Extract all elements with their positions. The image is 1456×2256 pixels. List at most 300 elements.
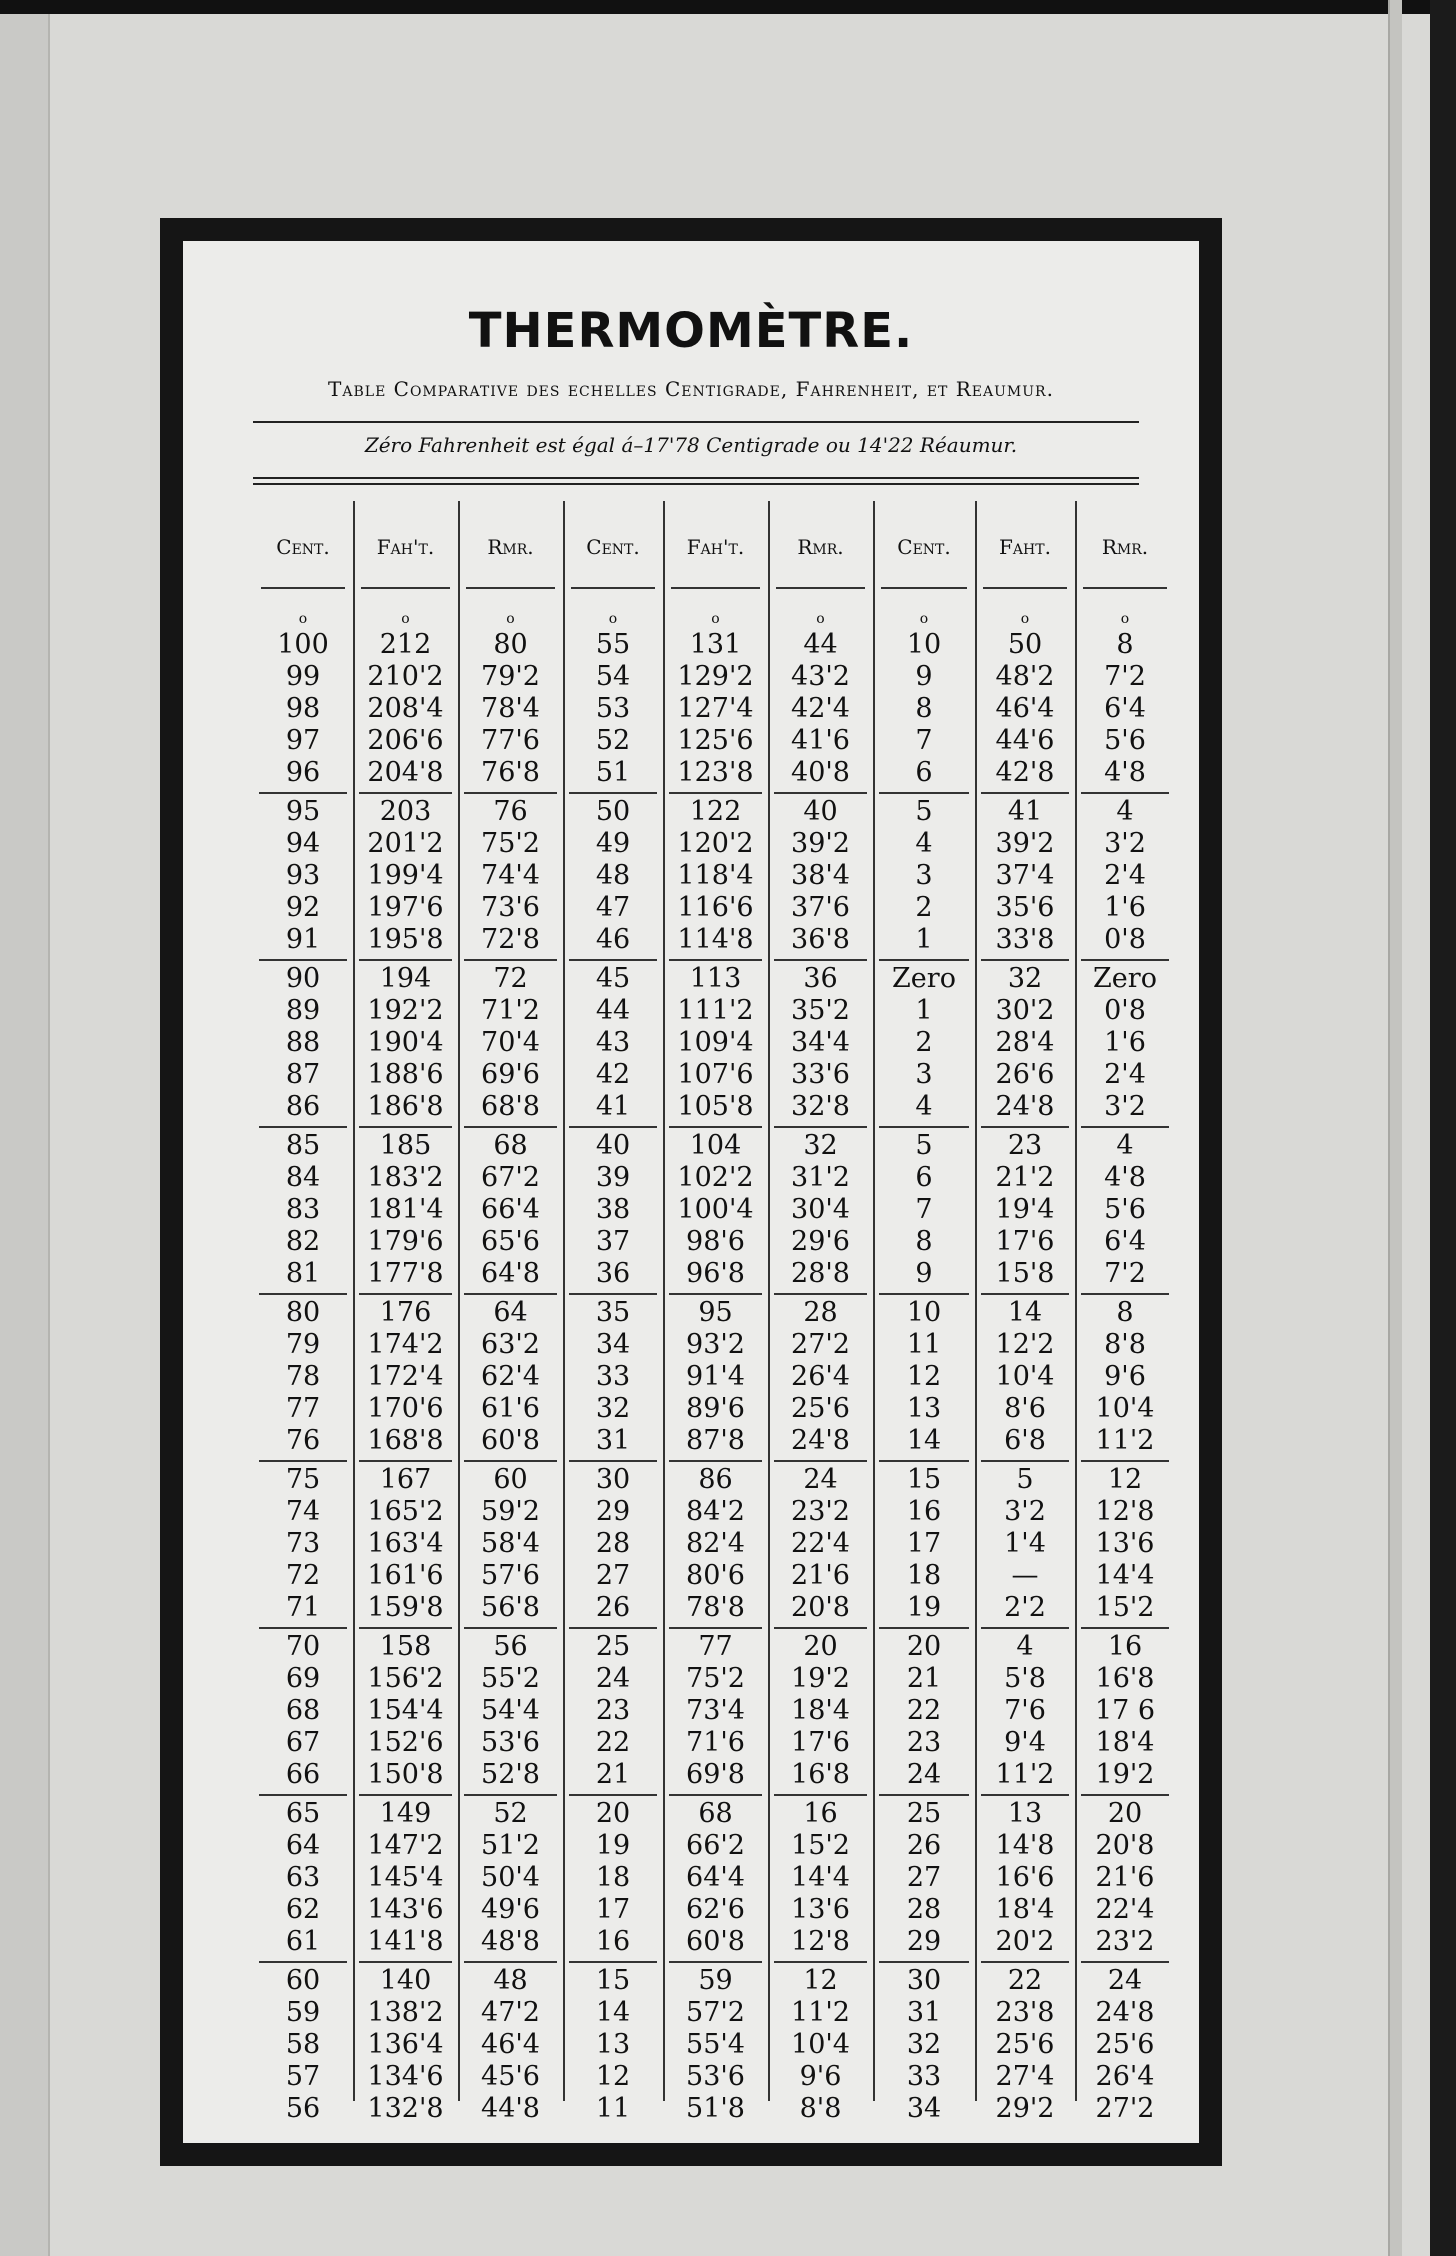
table-cell: 75 [285, 1464, 321, 1495]
row-group [663, 963, 768, 1130]
table-cell: 44'8 [481, 2093, 540, 2124]
table-cell: 24'8 [1095, 1997, 1155, 2028]
table-cell: 44 [595, 995, 631, 1026]
table-cell: 25'6 [995, 2029, 1055, 2060]
table-cell: 29 [906, 1926, 942, 1957]
table-cell: 67'2 [481, 1162, 540, 1193]
table-cell: 36'8 [791, 924, 850, 955]
table-cell: 57'6 [481, 1560, 540, 1591]
table-cell: 203 [379, 796, 432, 827]
table-cell: 20 [803, 1631, 838, 1662]
table-cell: 95 [698, 1297, 733, 1328]
table-cell: 19'2 [791, 1663, 850, 1694]
table-cell: 113 [689, 963, 742, 994]
table-cell: 15 [595, 1965, 631, 1996]
table-cell: 26 [906, 1830, 942, 1861]
table-cell: 2'4 [1104, 1059, 1146, 1090]
table-cell: 60'8 [686, 1926, 745, 1957]
row-group [1075, 629, 1175, 796]
table-cell: 31 [906, 1997, 942, 2028]
row-group [253, 1965, 353, 2132]
row-group [768, 1297, 873, 1464]
table-cell: 16 [595, 1926, 631, 1957]
group-divider [1081, 959, 1169, 961]
table-cell: 82'4 [686, 1528, 745, 1559]
table-cell: 123'8 [677, 757, 754, 788]
group-divider [359, 792, 452, 794]
row-group [353, 629, 458, 796]
row-group [975, 1130, 1075, 1297]
table-cell: 13'6 [791, 1894, 850, 1925]
group-divider [464, 1794, 557, 1796]
row-group [663, 1297, 768, 1464]
row-group [768, 796, 873, 963]
table-cell: 177'8 [367, 1258, 444, 1289]
table-cell: 29'2 [995, 2093, 1055, 2124]
table-cell: 60'8 [481, 1425, 540, 1456]
table-cell: 53 [595, 693, 631, 724]
table-cell: 32 [906, 2029, 942, 2060]
table-cell: 20 [906, 1631, 942, 1662]
table-cell: 48'8 [481, 1926, 540, 1957]
page-fold [1388, 0, 1402, 2256]
row-group [873, 1297, 975, 1464]
table-cell: — [1011, 1560, 1039, 1591]
group-divider [774, 792, 867, 794]
table-cell: 194 [379, 963, 432, 994]
table-cell: 154'4 [367, 1695, 444, 1726]
table-cell: 40 [595, 1130, 631, 1161]
header-rule [983, 587, 1067, 589]
table-cell: 99 [285, 661, 321, 692]
row-group [768, 629, 873, 796]
divider [253, 421, 1139, 423]
table-cell: 201'2 [367, 828, 444, 859]
table-cell: 22'4 [1095, 1894, 1155, 1925]
row-group [975, 1464, 1075, 1631]
table-cell: 66'2 [686, 1830, 745, 1861]
row-group [1075, 1965, 1175, 2132]
table-cell: 47 [595, 892, 631, 923]
table-cell: 8'8 [799, 2093, 842, 2124]
table-cell: 48 [493, 1965, 528, 1996]
table-cell: 44 [803, 629, 838, 660]
table-cell: 4 [1116, 1130, 1134, 1161]
table-cell: 174'2 [367, 1329, 444, 1360]
table-cell: 105'8 [677, 1091, 754, 1122]
table-cell: 143'6 [367, 1894, 444, 1925]
group-divider [259, 1794, 347, 1796]
row-group [663, 1631, 768, 1798]
table-column [353, 629, 458, 2132]
table-cell: 64 [493, 1297, 528, 1328]
row-group [663, 796, 768, 963]
table-cell: 122 [689, 796, 742, 827]
table-cell: 77 [285, 1393, 321, 1424]
table-cell: 14'8 [995, 1830, 1055, 1861]
row-group [458, 1965, 563, 2132]
table-cell: 25 [595, 1631, 631, 1662]
table-cell: 98 [285, 693, 321, 724]
table-cell: 59 [698, 1965, 733, 1996]
table-cell: 185 [379, 1130, 432, 1161]
table-cell: 2'4 [1104, 860, 1146, 891]
table-cell: 77 [698, 1631, 733, 1662]
table-cell: 78'8 [686, 1592, 745, 1623]
table-cell: 9'6 [1104, 1361, 1146, 1392]
table-cell: 100'4 [677, 1194, 754, 1225]
table-cell: 52 [595, 725, 631, 756]
row-group [873, 629, 975, 796]
group-divider [259, 1293, 347, 1295]
table-cell: 93 [285, 860, 321, 891]
table-cell: 37'4 [995, 860, 1055, 891]
table-cell: 45'6 [481, 2061, 540, 2092]
group-divider [669, 792, 762, 794]
row-group [663, 1965, 768, 2132]
table-cell: 16'6 [995, 1862, 1055, 1893]
table-cell: 125'6 [677, 725, 754, 756]
table-cell: 76 [285, 1425, 321, 1456]
table-cell: 34'4 [791, 1027, 850, 1058]
table-cell: 9'6 [799, 2061, 842, 2092]
header-rule [571, 587, 655, 589]
table-cell: 41'6 [791, 725, 850, 756]
column-header: Rmr. [487, 535, 534, 559]
row-group [1075, 1631, 1175, 1798]
table-cell: 45 [595, 963, 631, 994]
group-divider [981, 959, 1069, 961]
table-cell: 27 [906, 1862, 942, 1893]
table-cell: 92 [285, 892, 321, 923]
table-cell: 19 [906, 1592, 942, 1623]
table-cell: 79 [285, 1329, 321, 1360]
row-group [975, 1965, 1075, 2132]
table-cell: 87'8 [686, 1425, 745, 1456]
table-cell: 4 [1116, 796, 1134, 827]
group-divider [879, 1961, 969, 1963]
table-cell: 37 [595, 1226, 631, 1257]
table-cell: 80 [493, 629, 528, 660]
table-cell: 73'4 [686, 1695, 745, 1726]
row-group [353, 796, 458, 963]
table-cell: 48'2 [995, 661, 1055, 692]
table-cell: 0'8 [1104, 995, 1146, 1026]
table-cell: 82 [285, 1226, 321, 1257]
table-cell: 1 [915, 995, 933, 1026]
table-cell: 46 [595, 924, 631, 955]
row-group [353, 963, 458, 1130]
group-divider [359, 1293, 452, 1295]
table-cell: 57'2 [686, 1997, 745, 2028]
degree-mark: o [506, 611, 515, 627]
table-cell: 56 [285, 2093, 321, 2124]
table-cell: 28 [803, 1297, 838, 1328]
table-cell: 80'6 [686, 1560, 745, 1591]
table-cell: 75'2 [481, 828, 540, 859]
table-cell: 26'4 [791, 1361, 850, 1392]
group-divider [569, 792, 657, 794]
table-cell: 30'4 [791, 1194, 850, 1225]
table-cell: 30 [906, 1965, 942, 1996]
table-cell: 68 [698, 1798, 733, 1829]
row-group [663, 1464, 768, 1631]
row-group [353, 1798, 458, 1965]
group-divider [879, 1126, 969, 1128]
table-cell: 156'2 [367, 1663, 444, 1694]
table-cell: 6'8 [1004, 1425, 1046, 1456]
table-column [1075, 629, 1175, 2132]
table-cell: 71'6 [686, 1727, 745, 1758]
table-cell: 5 [1016, 1464, 1034, 1495]
table-cell: 35'2 [791, 995, 850, 1026]
row-group [253, 1464, 353, 1631]
table-cell: 64'8 [481, 1258, 540, 1289]
table-cell: 8 [1116, 629, 1134, 660]
group-divider [359, 1794, 452, 1796]
table-cell: 212 [379, 629, 432, 660]
table-cell: 90 [285, 963, 321, 994]
table-cell: 65 [285, 1798, 321, 1829]
table-cell: 89 [285, 995, 321, 1026]
table-cell: 71'2 [481, 995, 540, 1026]
row-group [1075, 1130, 1175, 1297]
group-divider [359, 1126, 452, 1128]
table-cell: 76'8 [481, 757, 540, 788]
table-cell: 8'6 [1004, 1393, 1046, 1424]
degree-mark: o [1120, 611, 1130, 627]
table-cell: 40 [803, 796, 838, 827]
table-column [563, 629, 663, 2132]
table-cell: 21'2 [995, 1162, 1055, 1193]
table-cell: 15'8 [995, 1258, 1055, 1289]
table-cell: 23 [595, 1695, 631, 1726]
group-divider [1081, 1794, 1169, 1796]
group-divider [1081, 1961, 1169, 1963]
row-group [768, 1798, 873, 1965]
table-cell: 23'2 [791, 1496, 850, 1527]
table-cell: 17 [906, 1528, 942, 1559]
table-cell: 78 [285, 1361, 321, 1392]
table-cell: 96 [285, 757, 321, 788]
page-title: THERMOMÈTRE. [468, 303, 914, 359]
table-cell: 16'8 [791, 1759, 850, 1790]
header-rule [881, 587, 967, 589]
row-group [563, 1130, 663, 1297]
row-group [253, 1130, 353, 1297]
table-cell: 64'4 [686, 1862, 745, 1893]
row-group [1075, 1798, 1175, 1965]
table-cell: 61 [285, 1926, 321, 1957]
table-cell: 13 [906, 1393, 942, 1424]
table-cell: 18'4 [791, 1695, 850, 1726]
row-group [768, 1631, 873, 1798]
group-divider [879, 1627, 969, 1629]
table-cell: 84 [285, 1162, 321, 1193]
table-cell: 51'2 [481, 1830, 540, 1861]
group-divider [774, 1794, 867, 1796]
row-group [873, 796, 975, 963]
table-cell: 33 [906, 2061, 942, 2092]
degree-mark: o [816, 611, 825, 627]
table-cell: 73 [285, 1528, 321, 1559]
table-cell: 109'4 [677, 1027, 754, 1058]
table-cell: 57 [285, 2061, 321, 2092]
table-cell: 8 [1116, 1297, 1134, 1328]
table-cell: 19'4 [995, 1194, 1055, 1225]
table-cell: 49 [595, 828, 631, 859]
table-cell: 3'2 [1104, 1091, 1146, 1122]
table-cell: 15'2 [791, 1830, 850, 1861]
table-cell: 62'6 [686, 1894, 745, 1925]
group-divider [774, 1293, 867, 1295]
table-frame [160, 218, 1222, 2166]
table-cell: 199'4 [367, 860, 444, 891]
header-rule [261, 587, 345, 589]
table-cell: 2'2 [1004, 1592, 1046, 1623]
table-cell: 51'8 [686, 2093, 745, 2124]
table-cell: 6'4 [1104, 1226, 1146, 1257]
table-cell: 4 [915, 828, 933, 859]
row-group [873, 1130, 975, 1297]
row-group [1075, 1464, 1175, 1631]
row-group [975, 1631, 1075, 1798]
table-cell: 59'2 [481, 1496, 540, 1527]
table-cell: 38'4 [791, 860, 850, 891]
table-cell: 10 [906, 1297, 942, 1328]
table-cell: 24 [803, 1464, 838, 1495]
group-divider [669, 1126, 762, 1128]
degree-mark: o [1020, 611, 1030, 627]
table-cell: 94 [285, 828, 321, 859]
table-cell: 73'6 [481, 892, 540, 923]
row-group [975, 796, 1075, 963]
table-cell: 20 [595, 1798, 631, 1829]
row-group [353, 1464, 458, 1631]
row-group [458, 1631, 563, 1798]
table-cell: 54 [595, 661, 631, 692]
page-right-edge [1430, 0, 1456, 2256]
table-cell: 7 [915, 725, 933, 756]
table-cell: 12'2 [995, 1329, 1055, 1360]
table-cell: 13 [1007, 1798, 1043, 1829]
table-cell: 36 [595, 1258, 631, 1289]
table-cell: 11 [595, 2093, 631, 2124]
degree-mark: o [919, 611, 929, 627]
table-cell: 72'8 [481, 924, 540, 955]
row-group [768, 1464, 873, 1631]
group-divider [569, 959, 657, 961]
table-column [253, 629, 353, 2132]
header-rule [361, 587, 450, 589]
table-cell: 181'4 [367, 1194, 444, 1225]
table-cell: 7'6 [1004, 1695, 1046, 1726]
row-group [458, 1130, 563, 1297]
table-cell: 43 [595, 1027, 631, 1058]
table-cell: 114'8 [677, 924, 754, 955]
table-cell: 129'2 [677, 661, 754, 692]
table-cell: 2 [915, 892, 933, 923]
group-divider [464, 1293, 557, 1295]
page-top-edge [0, 0, 1456, 14]
row-group [458, 963, 563, 1130]
table-cell: 26 [595, 1592, 631, 1623]
table-cell: 23 [906, 1727, 942, 1758]
degree-mark: o [298, 611, 308, 627]
row-group [563, 1798, 663, 1965]
table-cell: 14'4 [791, 1862, 850, 1893]
table-cell: 32 [1007, 963, 1043, 994]
group-divider [669, 1961, 762, 1963]
table-cell: 27'2 [1095, 2093, 1155, 2124]
row-group [873, 1798, 975, 1965]
row-group [663, 629, 768, 796]
table-cell: 47'2 [481, 1997, 540, 2028]
table-column [663, 629, 768, 2132]
table-cell: 86 [698, 1464, 733, 1495]
table-cell: 85 [285, 1130, 321, 1161]
column-header: Rmr. [1101, 535, 1149, 559]
table-cell: 60 [493, 1464, 528, 1495]
group-divider [669, 1293, 762, 1295]
table-cell: 74'4 [481, 860, 540, 891]
table-cell: 17 6 [1094, 1695, 1156, 1726]
group-divider [669, 959, 762, 961]
table-cell: 4 [1016, 1631, 1034, 1662]
table-cell: 12 [595, 2061, 631, 2092]
row-group [458, 796, 563, 963]
table-cell: 27'2 [791, 1329, 850, 1360]
table-cell: 183'2 [367, 1162, 444, 1193]
table-cell: 206'6 [367, 725, 444, 756]
group-divider [259, 1627, 347, 1629]
table-cell: 79'2 [481, 661, 540, 692]
table-cell: 150'8 [367, 1759, 444, 1790]
table-cell: 42 [595, 1059, 631, 1090]
table-cell: 50 [595, 796, 631, 827]
table-cell: 5'6 [1104, 725, 1146, 756]
table-cell: 104 [689, 1130, 742, 1161]
table-cell: 12 [803, 1965, 838, 1996]
table-cell: 165'2 [367, 1496, 444, 1527]
table-cell: 80 [285, 1297, 321, 1328]
table-cell: 66'4 [481, 1194, 540, 1225]
table-cell: 69 [285, 1663, 321, 1694]
table-cell: 210'2 [367, 661, 444, 692]
row-group [1075, 796, 1175, 963]
row-group [253, 1297, 353, 1464]
table-cell: 4'8 [1104, 757, 1146, 788]
table-cell: 3'2 [1004, 1496, 1046, 1527]
table-cell: 6 [915, 1162, 933, 1193]
table-cell: 127'4 [677, 693, 754, 724]
table-cell: 12 [906, 1361, 942, 1392]
table-cell: 18'4 [995, 1894, 1055, 1925]
row-group [975, 629, 1075, 796]
table-cell: 69'8 [686, 1759, 745, 1790]
table-cell: 21'6 [791, 1560, 850, 1591]
table-column [768, 629, 873, 2132]
row-group [975, 963, 1075, 1130]
table-cell: 72 [493, 963, 528, 994]
table-cell: 11'2 [1095, 1425, 1155, 1456]
table-cell: 60 [285, 1965, 321, 1996]
table-cell: 21'6 [1095, 1862, 1155, 1893]
table-cell: 53'6 [686, 2061, 745, 2092]
row-group [253, 629, 353, 796]
group-divider [359, 1460, 452, 1462]
row-group [563, 1297, 663, 1464]
